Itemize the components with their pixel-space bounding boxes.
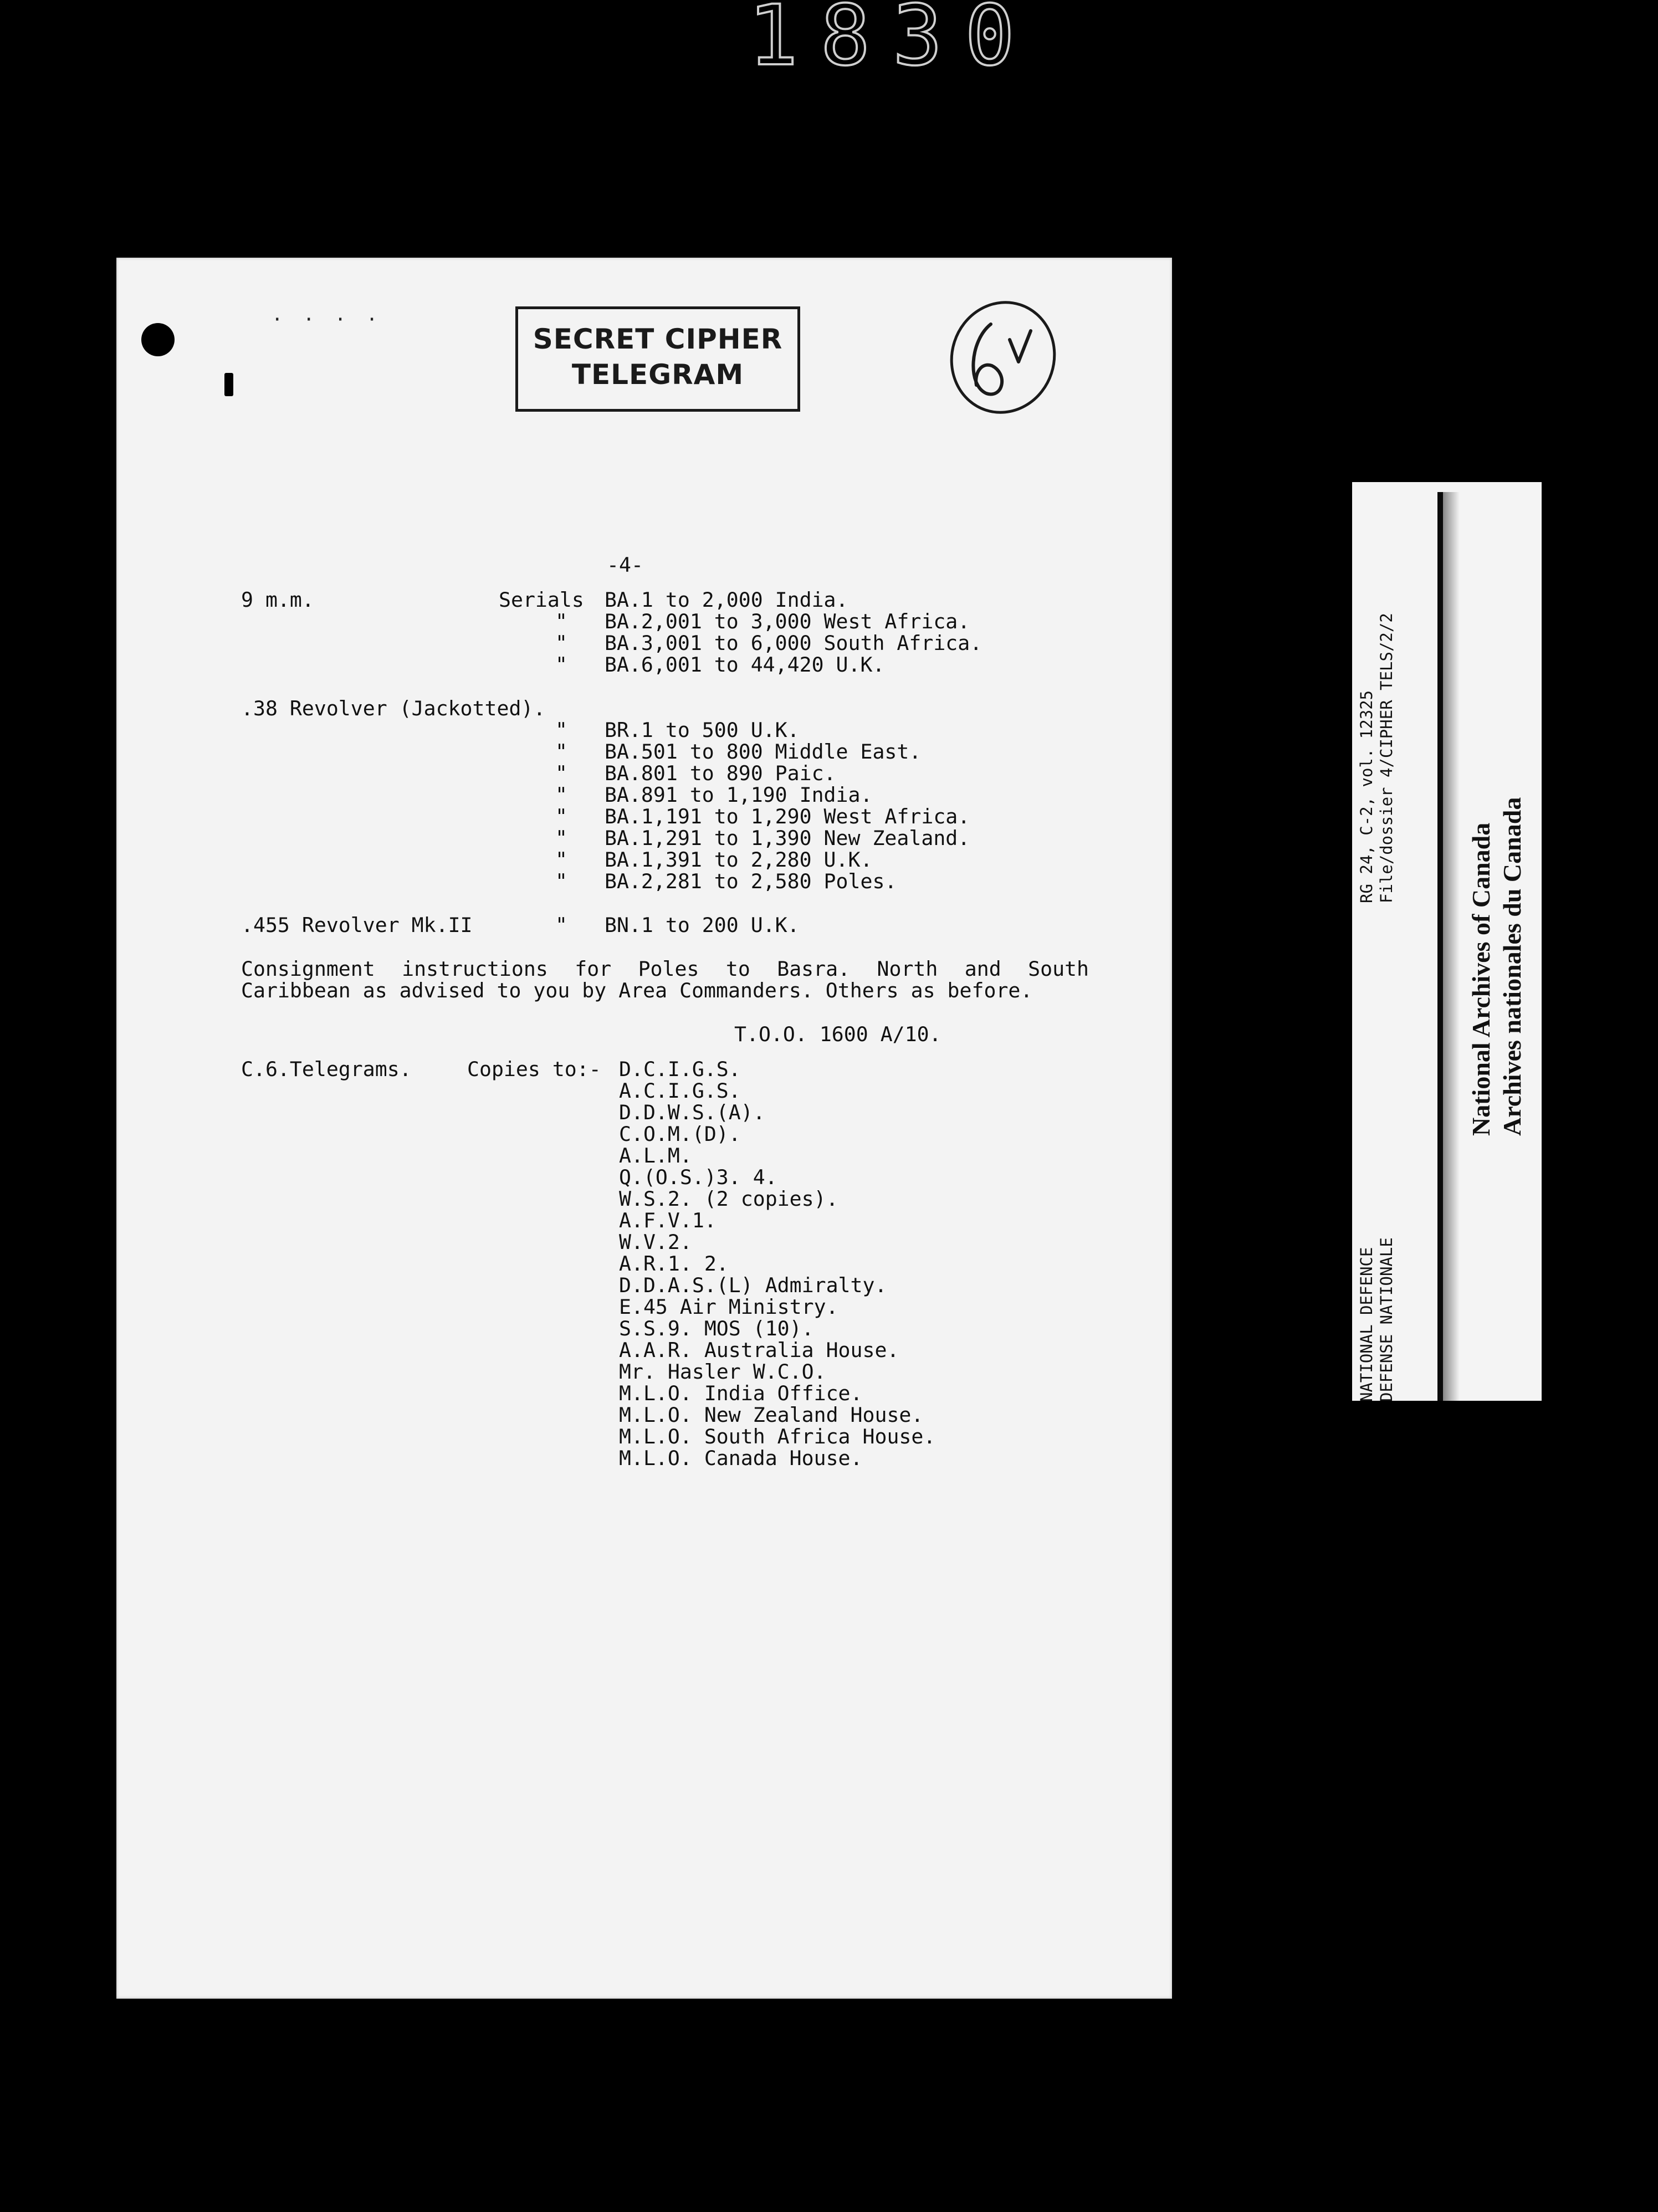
copy-recipient: Mr. Hasler W.C.O.	[619, 1360, 826, 1384]
reference-line-2: File/dossier 4/CIPHER TELS/2/2	[1377, 613, 1396, 903]
serial-range: BR.1 to 500 U.K.	[605, 718, 800, 742]
punch-mark	[224, 373, 233, 396]
serial-row	[241, 632, 1155, 654]
ditto-mark: "	[555, 869, 567, 893]
serial-row	[241, 654, 1155, 675]
handwritten-folio-number	[948, 296, 1058, 418]
department-fr: DEFENSE NATIONALE	[1377, 1237, 1396, 1402]
copy-recipient: D.D.A.S.(L) Admiralty.	[619, 1273, 887, 1297]
copy-recipient: E.45 Air Ministry.	[619, 1295, 838, 1319]
serial-range: BA.3,001 to 6,000 South Africa.	[605, 631, 982, 655]
serials-label: Serials	[499, 588, 584, 612]
ditto-mark: "	[555, 848, 567, 872]
serials-455-revolver	[241, 914, 1155, 936]
copy-recipient: M.L.O. India Office.	[619, 1381, 863, 1405]
serial-row	[241, 827, 1155, 849]
copy-recipient: Q.(O.S.)3. 4.	[619, 1165, 777, 1189]
ditto-mark: "	[555, 761, 567, 785]
time-of-origin: T.O.O. 1600 A/10.	[734, 1022, 941, 1046]
ditto-mark: "	[555, 783, 567, 807]
archives-name-en: National Archives of Canada	[1467, 822, 1495, 1136]
page-number: -4-	[607, 553, 643, 577]
label-divider	[1437, 492, 1443, 1401]
copy-recipient: S.S.9. MOS (10).	[619, 1317, 814, 1340]
copy-recipient: A.L.M.	[619, 1144, 692, 1168]
telegram-body	[241, 554, 1155, 1469]
serial-row	[241, 611, 1155, 632]
reel-number: 1830	[748, 0, 1037, 84]
serial-range: BA.891 to 1,190 India.	[605, 783, 873, 807]
serial-range: BA.501 to 800 Middle East.	[605, 740, 922, 764]
serials-9mm	[241, 589, 1155, 675]
serial-range: BA.1,291 to 1,390 New Zealand.	[605, 826, 970, 850]
copy-recipient: D.C.I.G.S.	[619, 1057, 741, 1081]
punch-hole	[141, 323, 175, 356]
serials-38-revolver	[241, 698, 1155, 892]
serial-row	[241, 741, 1155, 762]
serial-range: BA.1 to 2,000 India.	[605, 588, 848, 612]
serial-row	[241, 871, 1155, 892]
copy-recipient: W.V.2.	[619, 1230, 692, 1254]
copies-header-row	[241, 1058, 1155, 1080]
copy-recipient: A.A.R. Australia House.	[619, 1338, 899, 1362]
serial-range: BA.2,281 to 2,580 Poles.	[605, 869, 897, 893]
ditto-mark: "	[555, 718, 567, 742]
copy-recipient: M.L.O. Canada House.	[619, 1446, 863, 1470]
secret-cipher-telegram-stamp	[515, 306, 800, 412]
consignment-instructions: Consignment instructions for Poles to Basra. North and South Caribbean as advised to you by Area Commanders. Others as before.	[241, 957, 1089, 1002]
serial-row	[241, 784, 1155, 806]
serial-range: BA.1,391 to 2,280 U.K.	[605, 848, 873, 872]
ditto-mark: "	[555, 805, 567, 828]
item-name: .455 Revolver Mk.II	[241, 913, 473, 937]
serial-row	[241, 589, 1155, 611]
item-heading: .38 Revolver (Jackotted).	[241, 697, 546, 720]
serial-range: BA.1,191 to 1,290 West Africa.	[605, 805, 970, 828]
copy-recipient: D.D.W.S.(A).	[619, 1100, 765, 1124]
copy-recipient: A.R.1. 2.	[619, 1252, 729, 1276]
department-label	[1357, 1237, 1396, 1402]
archive-label-strip	[1352, 482, 1542, 1401]
ditto-mark: "	[555, 913, 567, 937]
serial-range: BN.1 to 200 U.K.	[605, 913, 800, 937]
distribution-list	[241, 1058, 1155, 1469]
copy-recipient: W.S.2. (2 copies).	[619, 1187, 838, 1211]
folio-number-text: 60	[948, 296, 949, 297]
serial-row	[241, 849, 1155, 871]
copies-label: Copies to:-	[467, 1057, 601, 1081]
serial-row	[241, 762, 1155, 784]
reference-line-1: RG 24, C-2, vol. 12325	[1357, 690, 1376, 903]
copy-recipient: A.C.I.G.S.	[619, 1079, 741, 1103]
stamp-line-1: SECRET CIPHER	[533, 323, 783, 355]
serial-range: BA.2,001 to 3,000 West Africa.	[605, 610, 970, 633]
stamp-line-2: TELEGRAM	[571, 359, 744, 391]
pencil-marks: · · · ·	[272, 309, 382, 331]
copy-recipient: C.O.M.(D).	[619, 1122, 741, 1146]
department-en: NATIONAL DEFENCE	[1357, 1247, 1376, 1402]
telegram-page	[116, 258, 1172, 1999]
ditto-mark: "	[555, 631, 567, 655]
ditto-mark: "	[555, 740, 567, 764]
national-archives-label	[1466, 797, 1528, 1136]
item-name: 9 m.m.	[241, 588, 314, 612]
copy-recipient: A.F.V.1.	[619, 1209, 717, 1232]
archive-reference	[1357, 613, 1396, 903]
copy-recipient: M.L.O. New Zealand House.	[619, 1403, 924, 1427]
copy-recipient: M.L.O. South Africa House.	[619, 1425, 936, 1448]
ditto-mark: "	[555, 653, 567, 677]
archives-name-fr: Archives nationales du Canada	[1498, 797, 1526, 1136]
ditto-mark: "	[555, 826, 567, 850]
copies-item: C.6.Telegrams.	[241, 1057, 412, 1081]
serial-row	[241, 719, 1155, 741]
ditto-mark: "	[555, 610, 567, 633]
serial-range: BA.801 to 890 Paic.	[605, 761, 836, 785]
serial-row	[241, 806, 1155, 827]
serial-range: BA.6,001 to 44,420 U.K.	[605, 653, 885, 677]
